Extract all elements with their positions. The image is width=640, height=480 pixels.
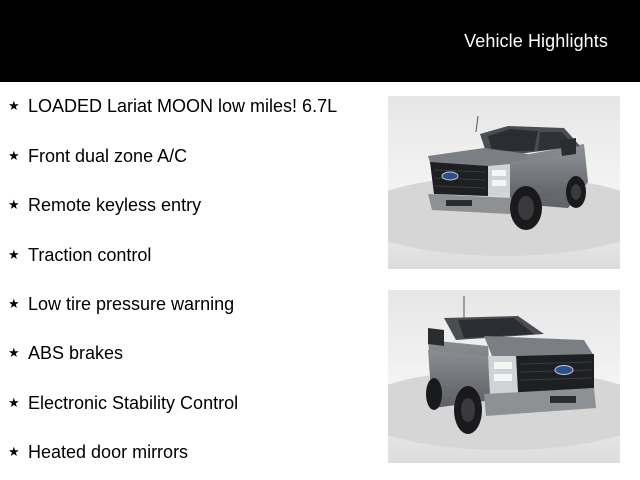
- feature-label: Front dual zone A/C: [28, 146, 188, 166]
- star-icon: ★: [8, 98, 20, 113]
- star-icon: ★: [8, 148, 20, 163]
- vehicle-photo-front-left[interactable]: [388, 96, 620, 269]
- star-icon: ★: [8, 296, 20, 311]
- star-icon: ★: [8, 247, 20, 262]
- star-icon: ★: [8, 395, 20, 410]
- star-icon: ★: [8, 197, 20, 212]
- vehicle-photo-front-right[interactable]: [388, 290, 620, 463]
- feature-label: ABS brakes: [28, 343, 124, 363]
- feature-label: Traction control: [28, 245, 152, 265]
- truck-image: [388, 96, 620, 269]
- header-bar: [0, 0, 640, 82]
- feature-label: Remote keyless entry: [28, 195, 202, 215]
- truck-image: [388, 290, 620, 463]
- feature-label: Heated door mirrors: [28, 442, 189, 462]
- feature-label: Electronic Stability Control: [28, 393, 239, 413]
- feature-label: Low tire pressure warning: [28, 294, 235, 314]
- page-title: Vehicle Highlights: [464, 31, 608, 51]
- star-icon: ★: [8, 345, 20, 360]
- feature-label: LOADED Lariat MOON low miles! 6.7L: [28, 96, 338, 116]
- star-icon: ★: [8, 444, 20, 459]
